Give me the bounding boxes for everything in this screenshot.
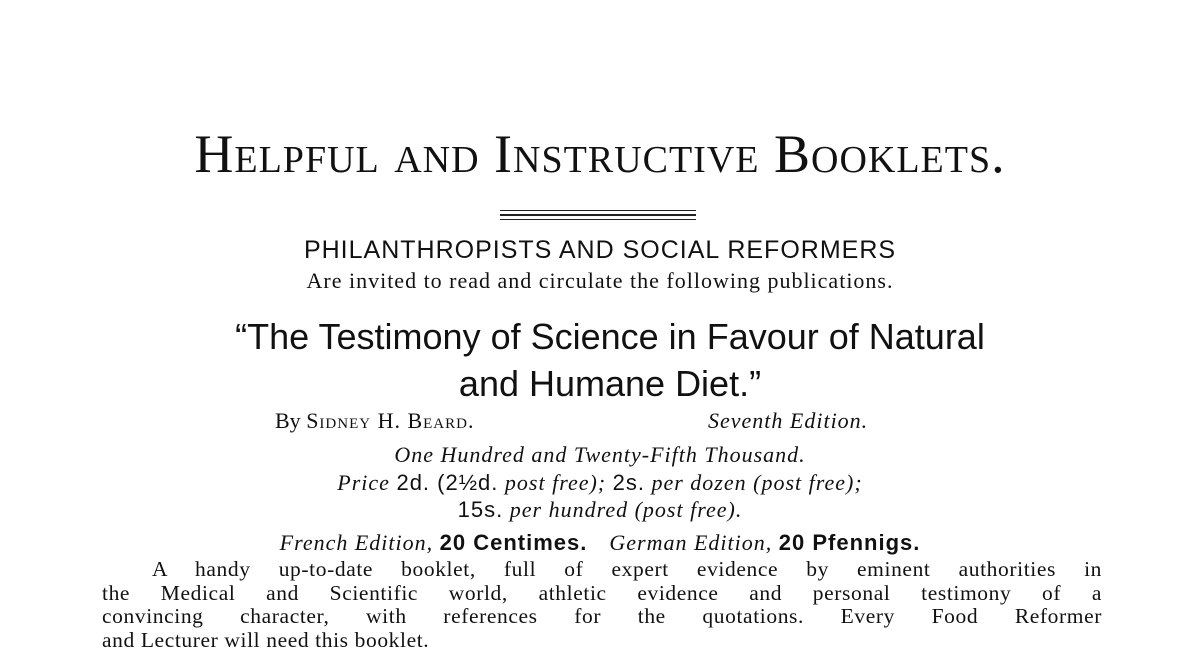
decorative-rule-bottom (500, 219, 696, 220)
german-edition-price: 20 Pfennigs. (778, 530, 921, 555)
description-line-2: the Medical and Scientific world, athletic evidence and personal testimony of a (102, 580, 1102, 605)
price-amount-dozen: 2s. (612, 470, 645, 495)
booklet-title (120, 313, 1100, 407)
decorative-rule-middle (500, 214, 696, 216)
author-name: Sidney H. Beard. (306, 408, 475, 433)
booklet-title-line-1: “The Testimony of Science in Favour of Natural (235, 316, 985, 357)
price-line-1 (0, 469, 1200, 497)
price-amount-single: 2d. (2½d. (396, 470, 499, 495)
foreign-editions-line (0, 528, 1200, 558)
page-title: Helpful and Instructive Booklets. (194, 124, 1006, 184)
french-edition-label: French Edition, (279, 530, 434, 555)
description-line-4: and Lecturer will need this booklet. (102, 627, 430, 652)
print-run-note: One Hundred and Twenty-Fifth Thousand. (394, 442, 806, 467)
price-label: Price (337, 470, 390, 495)
french-edition-price: 20 Centimes. (439, 530, 588, 555)
price-note-single: post free); (504, 470, 607, 495)
booklet-title-line-2: and Humane Diet.” (458, 363, 762, 404)
description-line-3: convincing character, with references for the quotations. Every Food Reformer (102, 604, 1102, 628)
booklet-byline (275, 406, 955, 436)
german-edition-label: German Edition, (609, 530, 773, 555)
price-line-2 (0, 496, 1200, 524)
edition-label: Seventh Edition. (708, 408, 869, 433)
description-line-1: A handy up-to-date booklet, full of expert evidence by eminent authorities in (152, 557, 1102, 581)
price-note-hundred: per hundred (post free). (509, 497, 743, 522)
price-note-dozen: per dozen (post free); (651, 470, 863, 495)
by-label: By (275, 408, 307, 433)
decorative-rule-top (500, 210, 696, 211)
audience-subheading: PHILANTHROPISTS AND SOCIAL REFORMERS (303, 236, 897, 264)
booklet-description (102, 558, 1102, 652)
invitation-text: Are invited to read and circulate the following publications. (306, 268, 894, 293)
price-amount-hundred: 15s. (457, 497, 504, 522)
